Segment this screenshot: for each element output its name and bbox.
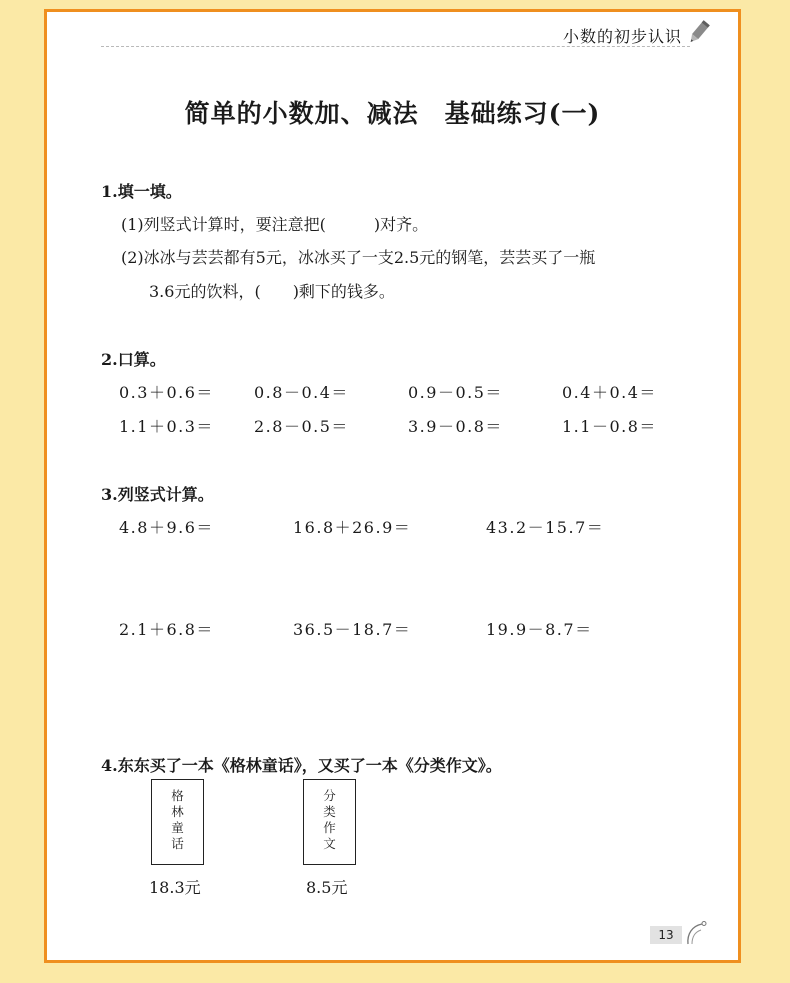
mental-math-expression: 0.9－0.5＝	[408, 383, 503, 402]
vertical-calc-expression: 2.1＋6.8＝	[119, 620, 214, 639]
question-1-item-2-line-1: (2)冰冰与芸芸都有5元，冰冰买了一支2.5元的钢笔，芸芸买了一瓶	[121, 248, 596, 267]
question-4-title: 4.东东买了一本《格林童话》，又买了一本《分类作文》。	[101, 756, 502, 775]
chapter-header: 小数的初步认识	[562, 27, 682, 46]
page-title: 简单的小数加、减法 基础练习(一)	[184, 99, 601, 128]
question-1-item-1: (1)列竖式计算时，要注意把( )对齐。	[121, 215, 429, 234]
mental-math-expression: 0.4＋0.4＝	[562, 383, 657, 402]
vertical-calc-expression: 4.8＋9.6＝	[119, 518, 214, 537]
book-grimm-fairy-tales	[151, 779, 204, 865]
book-2-price: 8.5元	[306, 878, 348, 897]
mental-math-expression: 2.8－0.5＝	[254, 417, 349, 436]
mental-math-expression: 3.9－0.8＝	[408, 417, 503, 436]
mental-math-expression: 1.1＋0.3＝	[119, 417, 214, 436]
question-2-title: 2.口算。	[101, 350, 166, 369]
mental-math-expression: 0.3＋0.6＝	[119, 383, 214, 402]
swirl-decoration-icon	[684, 920, 708, 946]
vertical-calc-expression: 19.9－8.7＝	[486, 620, 593, 639]
worksheet-page	[44, 9, 741, 963]
question-3-title: 3.列竖式计算。	[101, 485, 214, 504]
page-number: 13	[650, 926, 682, 944]
pencil-icon	[686, 18, 712, 46]
vertical-calc-expression: 16.8＋26.9＝	[293, 518, 412, 537]
vertical-calc-expression: 36.5－18.7＝	[293, 620, 412, 639]
book-classified-essays	[303, 779, 356, 865]
book-1-price: 18.3元	[149, 878, 201, 897]
mental-math-expression: 1.1－0.8＝	[562, 417, 657, 436]
book-2-title: 分 类 作 文	[323, 788, 336, 851]
mental-math-expression: 0.8－0.4＝	[254, 383, 349, 402]
book-1-title: 格 林 童 话	[171, 788, 184, 851]
question-1-item-2-line-2: 3.6元的饮料，( )剩下的钱多。	[149, 282, 395, 301]
question-1-title: 1.填一填。	[101, 182, 182, 201]
header-divider	[101, 46, 690, 47]
vertical-calc-expression: 43.2－15.7＝	[486, 518, 605, 537]
